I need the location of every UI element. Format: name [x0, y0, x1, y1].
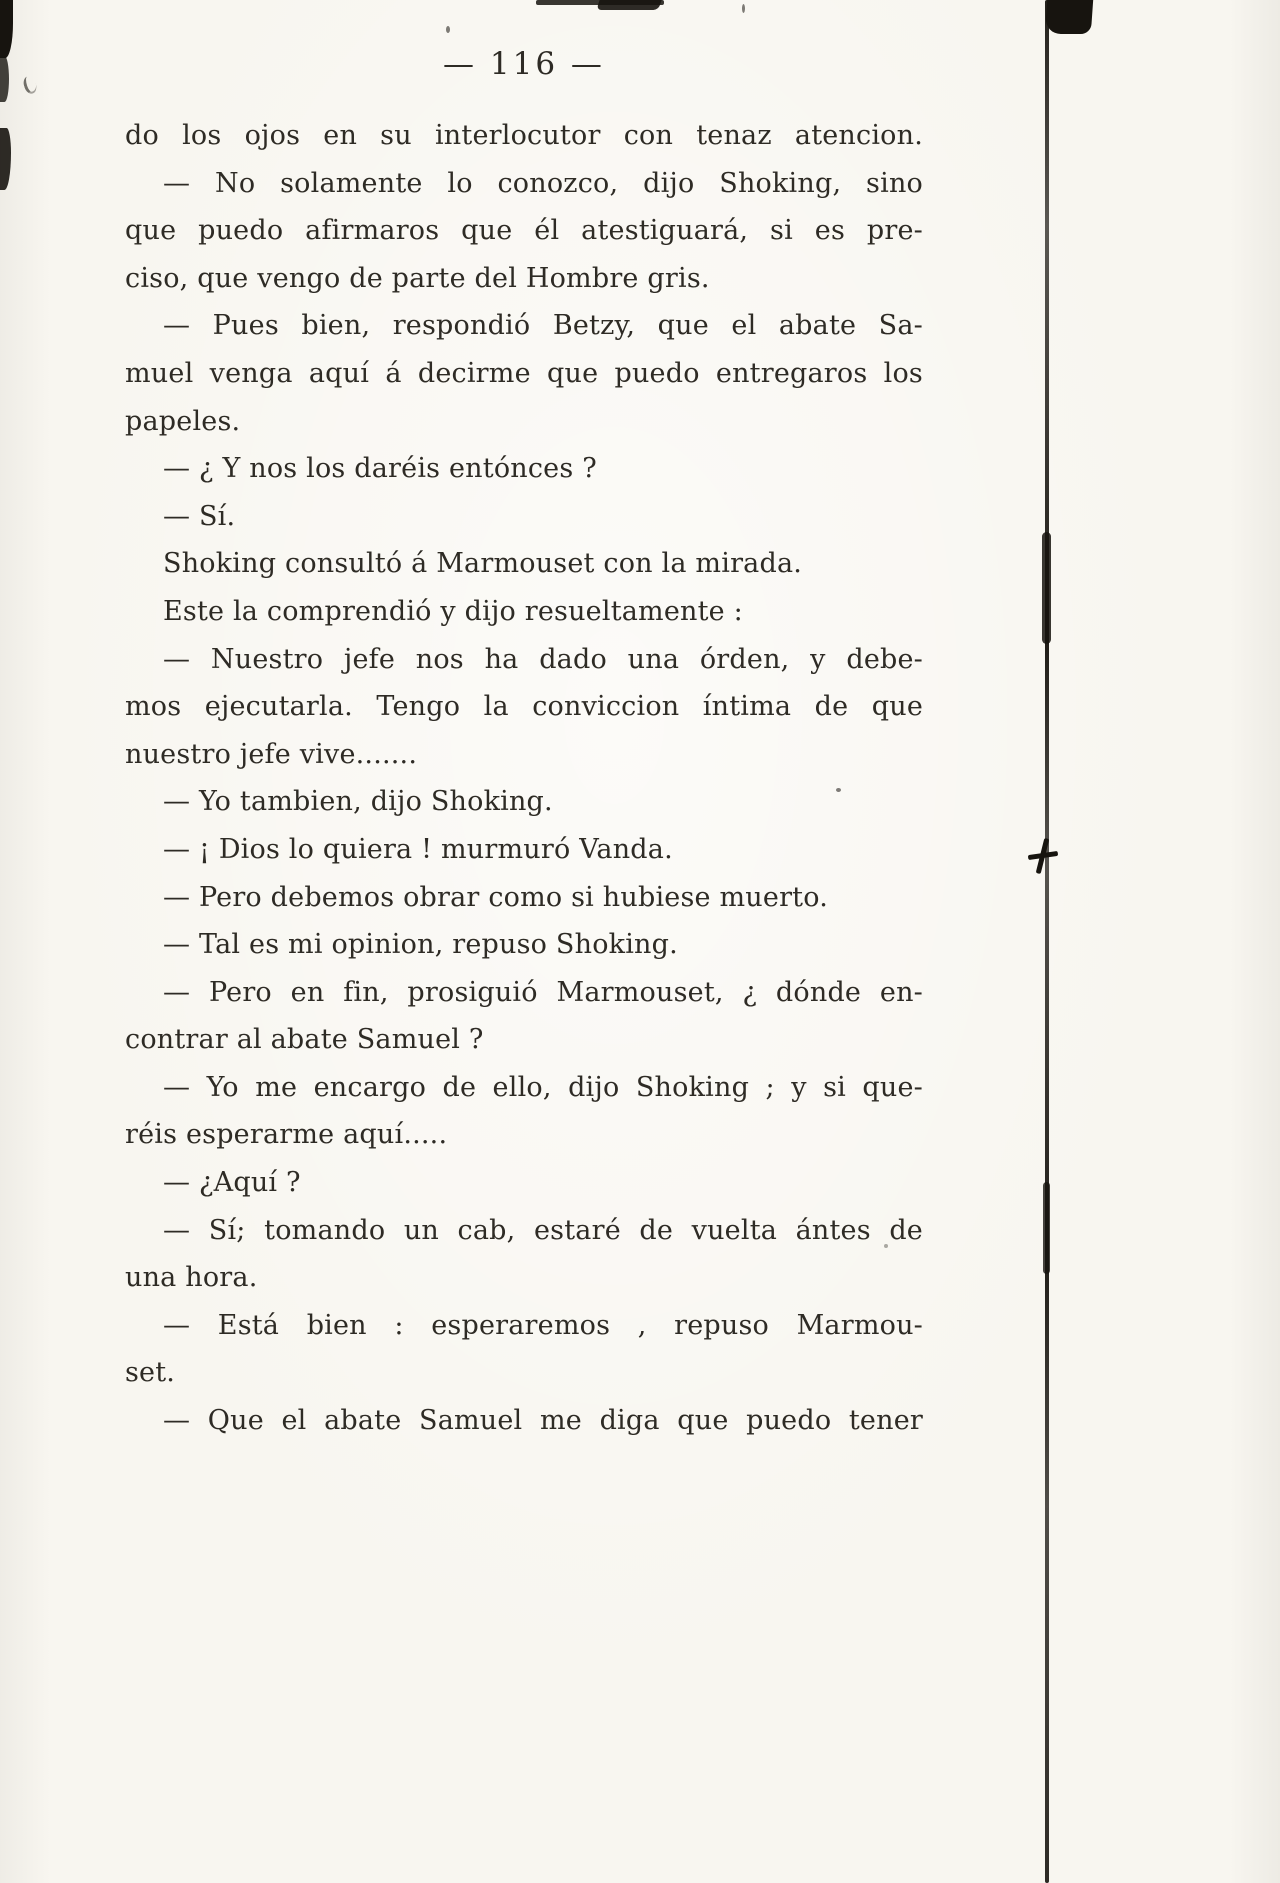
scan-artifact-top-right-blob	[1045, 0, 1093, 34]
scan-artifact-right-edge-line	[1045, 0, 1049, 1883]
text-line: réis esperarme aquí.....	[125, 1119, 448, 1151]
text-line: — Tal es mi opinion, repuso Shoking.	[163, 929, 678, 961]
scan-artifact-speck	[836, 788, 841, 792]
scan-artifact-edge-blot-lower	[1043, 1182, 1050, 1274]
text-line: — Yo tambien, dijo Shoking.	[163, 786, 553, 818]
text-line: nuestro jefe vive.......	[125, 738, 418, 770]
scan-artifact-speck	[446, 26, 450, 33]
text-line: — ¡ Dios lo quiera ! murmuró Vanda.	[163, 833, 673, 865]
page-text	[125, 112, 923, 1445]
scan-artifact-speck	[884, 1244, 888, 1248]
text-line: Este la comprendió y dijo resueltamente :	[163, 595, 743, 627]
text-line: — Sí; tomando un cab, estaré de vuelta ántes de	[163, 1214, 923, 1246]
scan-artifact-top-edge-blot	[596, 0, 661, 10]
text-line: set.	[125, 1357, 176, 1389]
text-line: — No solamente lo conozco, dijo Shoking, sino	[163, 167, 923, 199]
text-line: — ¿Aquí ?	[163, 1167, 301, 1199]
text-line: muel venga aquí á decirme que puedo entregaros los	[125, 357, 923, 389]
text-line: mos ejecutarla. Tengo la conviccion íntima de que	[125, 691, 923, 723]
text-line: Shoking consultó á Marmouset con la mirada.	[163, 548, 803, 580]
text-line: ciso, que vengo de parte del Hombre gris.	[125, 262, 710, 294]
text-line: contrar al abate Samuel ?	[125, 1024, 484, 1056]
scan-artifact-left-tick-mark	[22, 75, 39, 96]
text-line: — Pues bien, respondió Betzy, que el abate Sa-	[163, 310, 923, 342]
text-line: — Pero debemos obrar como si hubiese muerto.	[163, 881, 828, 913]
text-line: do los ojos en su interlocutor con tenaz atencion.	[125, 120, 923, 151]
text-line: papeles.	[125, 405, 241, 437]
scan-artifact-left-smudge	[0, 0, 13, 58]
text-line: que puedo afirmaros que él atestiguará, si es pre-	[125, 215, 923, 247]
scan-artifact-edge-cross-mark	[1028, 838, 1058, 874]
text-line: una hora.	[125, 1262, 258, 1294]
text-line: — Está bien : esperaremos , repuso Marmou-	[163, 1309, 923, 1341]
text-line: — Pero en fin, prosiguió Marmouset, ¿ dónde en-	[163, 976, 923, 1008]
scan-artifact-left-smudge	[0, 56, 9, 102]
scan-artifact-left-smudge	[0, 128, 11, 190]
scan-artifact-edge-blot-upper	[1042, 532, 1051, 644]
text-line: — Que el abate Samuel me diga que puedo tener	[163, 1405, 923, 1437]
text-line: — Sí.	[163, 500, 236, 532]
text-line: — Yo me encargo de ello, dijo Shoking ; y si que-	[163, 1071, 923, 1103]
text-line: — Nuestro jefe nos ha dado una órden, y debe-	[163, 643, 923, 675]
page-number: — 116 —	[443, 46, 605, 82]
scan-artifact-speck	[742, 4, 745, 13]
text-line: — ¿ Y nos los daréis entónces ?	[163, 453, 597, 485]
